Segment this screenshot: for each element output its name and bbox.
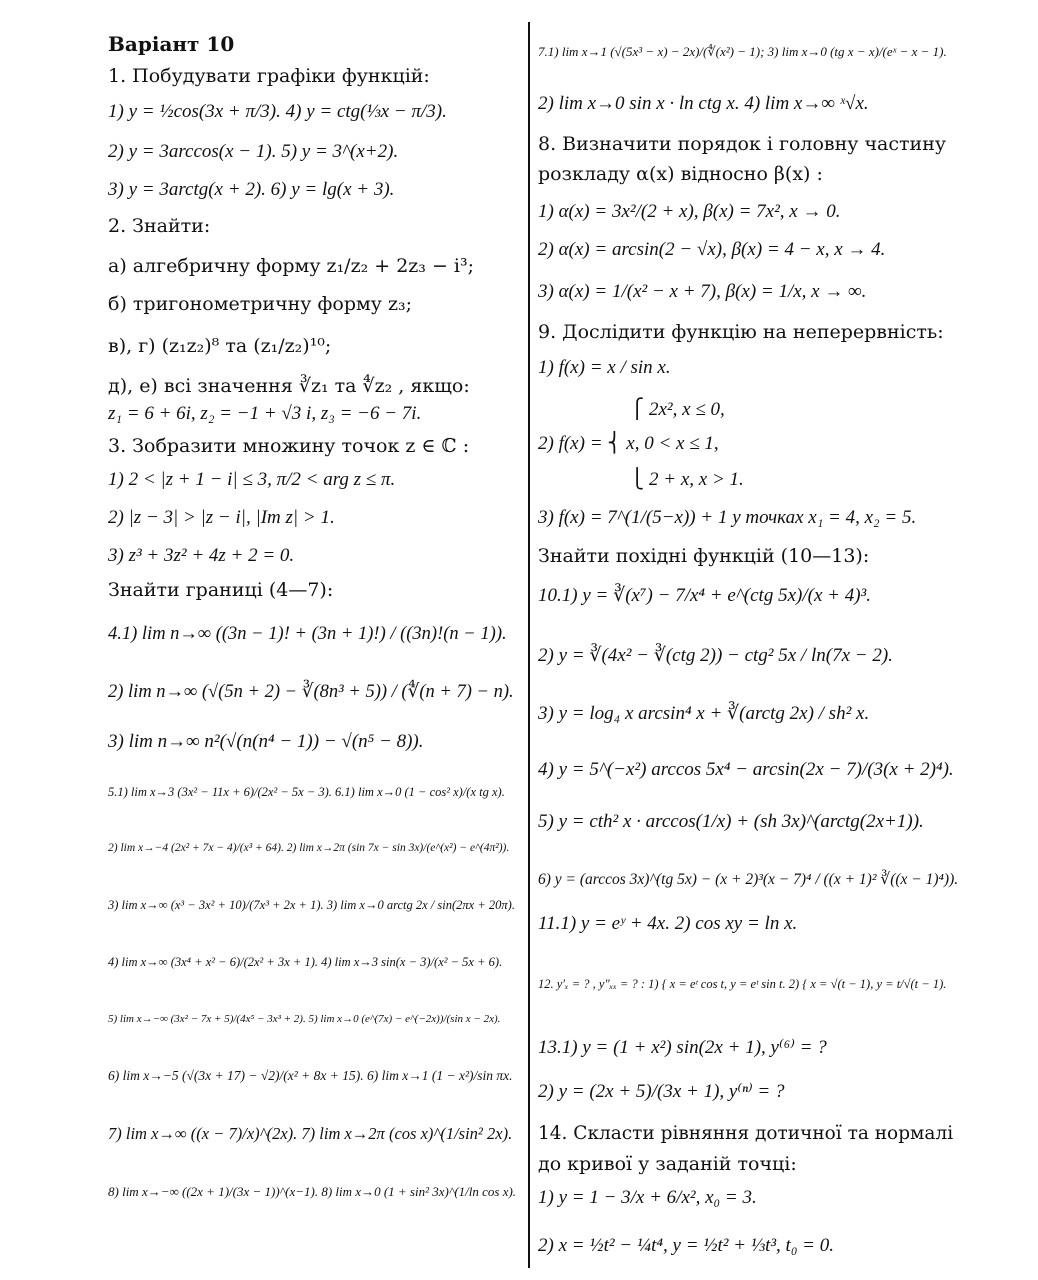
left-line: 2. Знайти:	[108, 215, 211, 237]
right-line: ⎩ 2 + x, x > 1.	[630, 469, 744, 490]
right-column	[538, 0, 958, 1280]
right-line: 12. y′ₓ = ? , y″ₓₓ = ? : 1) { x = eᵗ cos t, y = eᵗ sin t. 2) { x = √(t − 1), y = t/√(t − 1).	[538, 977, 947, 991]
right-line: 3) α(x) = 1/(x² − x + 7), β(x) = 1/x, x → ∞.	[538, 281, 867, 302]
left-line: z₁ = 6 + 6i, z₂ = −1 + √3 i, z₃ = −6 − 7i.	[108, 403, 422, 424]
left-line: 3. Зобразити множину точок z ∈ ℂ :	[108, 435, 470, 457]
right-line: 2) x = ½t² − ¼t⁴, y = ½t² + ⅓t³, t₀ = 0.	[538, 1235, 834, 1256]
right-line: 7.1) lim x→1 (√(5x³ − x) − 2x)/(∜(x²) − 1); 3) lim x→0 (tg x − x)/(eˣ − x − 1).	[538, 44, 947, 59]
left-column	[108, 0, 516, 1280]
right-line: 1) y = 1 − 3/x + 6/x², x₀ = 3.	[538, 1187, 757, 1208]
left-line: 3) z³ + 3z² + 4z + 2 = 0.	[108, 545, 295, 566]
left-line: 6) lim x→−5 (√(3x + 17) − √2)/(x² + 8x + 15). 6) lim x→1 (1 − x²)/sin πx.	[108, 1068, 513, 1083]
right-line: 1) α(x) = 3x²/(2 + x), β(x) = 7x², x → 0.	[538, 201, 841, 222]
left-line: 7) lim x→∞ ((x − 7)/x)^(2x). 7) lim x→2π (cos x)^(1/sin² 2x).	[108, 1124, 513, 1143]
left-line: 1) 2 < |z + 1 − i| ≤ 3, π/2 < arg z ≤ π.	[108, 469, 396, 490]
right-line: 3) f(x) = 7^(1/(5−x)) + 1 у точках x₁ = 4, x₂ = 5.	[538, 507, 917, 528]
left-line: Знайти границі (4—7):	[108, 579, 334, 601]
right-line: 5) y = cth² x · arccos(1/x) + (sh 3x)^(arctg(2x+1)).	[538, 811, 924, 832]
page-title: Варіант 10	[108, 32, 235, 56]
right-line: 2) y = ∛(4x² − ∛(ctg 2)) − ctg² 5x / ln(7x − 2).	[538, 645, 893, 666]
left-line: 3) lim n→∞ n²(√(n(n⁴ − 1)) − √(n⁵ − 8)).	[108, 731, 424, 752]
left-line: 8) lim x→−∞ ((2x + 1)/(3x − 1))^(x−1). 8) lim x→0 (1 + sin² 3x)^(1/ln cos x).	[108, 1184, 516, 1199]
left-line: б) тригонометричну форму z₃;	[108, 293, 413, 315]
right-line: до кривої у заданій точці:	[538, 1153, 797, 1175]
right-line: розкладу α(x) відносно β(x) :	[538, 163, 823, 185]
left-line: д), е) всі значення ∛z₁ та ∜z₂ , якщо:	[108, 375, 470, 397]
right-line: 3) y = log₄ x arcsin⁴ x + ∛(arctg 2x) / sh² x.	[538, 703, 870, 724]
left-line: 1) y = ½cos(3x + π/3). 4) y = ctg(⅓x − π/3).	[108, 101, 447, 122]
right-line: 1) f(x) = x / sin x.	[538, 357, 671, 378]
left-line: 2) y = 3arccos(x − 1). 5) y = 3^(x+2).	[108, 141, 399, 162]
right-line: 10.1) y = ∛(x⁷) − 7/x⁴ + e^(ctg 5x)/(x + 4)³.	[538, 585, 871, 606]
right-line: 4) y = 5^(−x²) arccos 5x⁴ − arcsin(2x − 7)/(3(x + 2)⁴).	[538, 759, 954, 780]
left-line: 4) lim x→∞ (3x⁴ + x² − 6)/(2x² + 3x + 1). 4) lim x→3 sin(x − 3)/(x² − 5x + 6).	[108, 955, 503, 969]
left-line: 3) lim x→∞ (x³ − 3x² + 10)/(7x³ + 2x + 1). 3) lim x→0 arctg 2x / sin(2πx + 20π).	[108, 898, 515, 912]
right-line: 2) lim x→0 sin x · ln ctg x. 4) lim x→∞ ˣ√x.	[538, 93, 869, 114]
right-line: ⎧ 2x², x ≤ 0,	[630, 399, 725, 420]
right-line: 11.1) y = eʸ + 4x. 2) cos xy = ln x.	[538, 913, 798, 934]
left-line: 2) |z − 3| > |z − i|, |Im z| > 1.	[108, 507, 335, 528]
right-line: 9. Дослідити функцію на неперервність:	[538, 321, 944, 343]
right-line: 6) y = (arccos 3x)^(tg 5x) − (x + 2)³(x − 7)⁴ / ((x + 1)² ∛((x − 1)⁴)).	[538, 871, 958, 888]
right-line: 2) α(x) = arcsin(2 − √x), β(x) = 4 − x, x → 4.	[538, 239, 886, 260]
left-line: 5.1) lim x→3 (3x² − 11x + 6)/(2x² − 5x − 3). 6.1) lim x→0 (1 − cos² x)/(x tg x).	[108, 785, 505, 799]
left-line: 3) y = 3arctg(x + 2). 6) y = lg(x + 3).	[108, 179, 395, 200]
right-line: 14. Скласти рівняння дотичної та нормалі	[538, 1123, 954, 1144]
left-line: а) алгебричну форму z₁/z₂ + 2z₃ − i³;	[108, 255, 475, 277]
column-divider	[528, 22, 530, 1268]
right-line: 13.1) y = (1 + x²) sin(2x + 1), y⁽⁶⁾ = ?	[538, 1037, 827, 1058]
left-line: в), г) (z₁z₂)⁸ та (z₁/z₂)¹⁰;	[108, 335, 332, 357]
left-line: 1. Побудувати графіки функцій:	[108, 65, 430, 87]
left-line: 2) lim x→−4 (2x² + 7x − 4)/(x³ + 64). 2) lim x→2π (sin 7x − sin 3x)/(e^(x²) − e^(4π²)).	[108, 842, 510, 854]
right-line: Знайти похідні функцій (10—13):	[538, 545, 870, 567]
left-line: 2) lim n→∞ (√(5n + 2) − ∛(8n³ + 5)) / (∜(n + 7) − n).	[108, 682, 514, 702]
right-line: 2) f(x) = ⎨ x, 0 < x ≤ 1,	[538, 433, 719, 454]
left-line: 4.1) lim n→∞ ((3n − 1)! + (3n + 1)!) / ((3n)!(n − 1)).	[108, 624, 507, 644]
right-line: 8. Визначити порядок і головну частину	[538, 133, 947, 155]
right-line: 2) y = (2x + 5)/(3x + 1), y⁽ⁿ⁾ = ?	[538, 1081, 785, 1102]
left-line: 5) lim x→−∞ (3x² − 7x + 5)/(4x⁵ − 3x³ + 2). 5) lim x→0 (e^(7x) − e^(−2x))/(sin x − 2x).	[108, 1013, 501, 1025]
